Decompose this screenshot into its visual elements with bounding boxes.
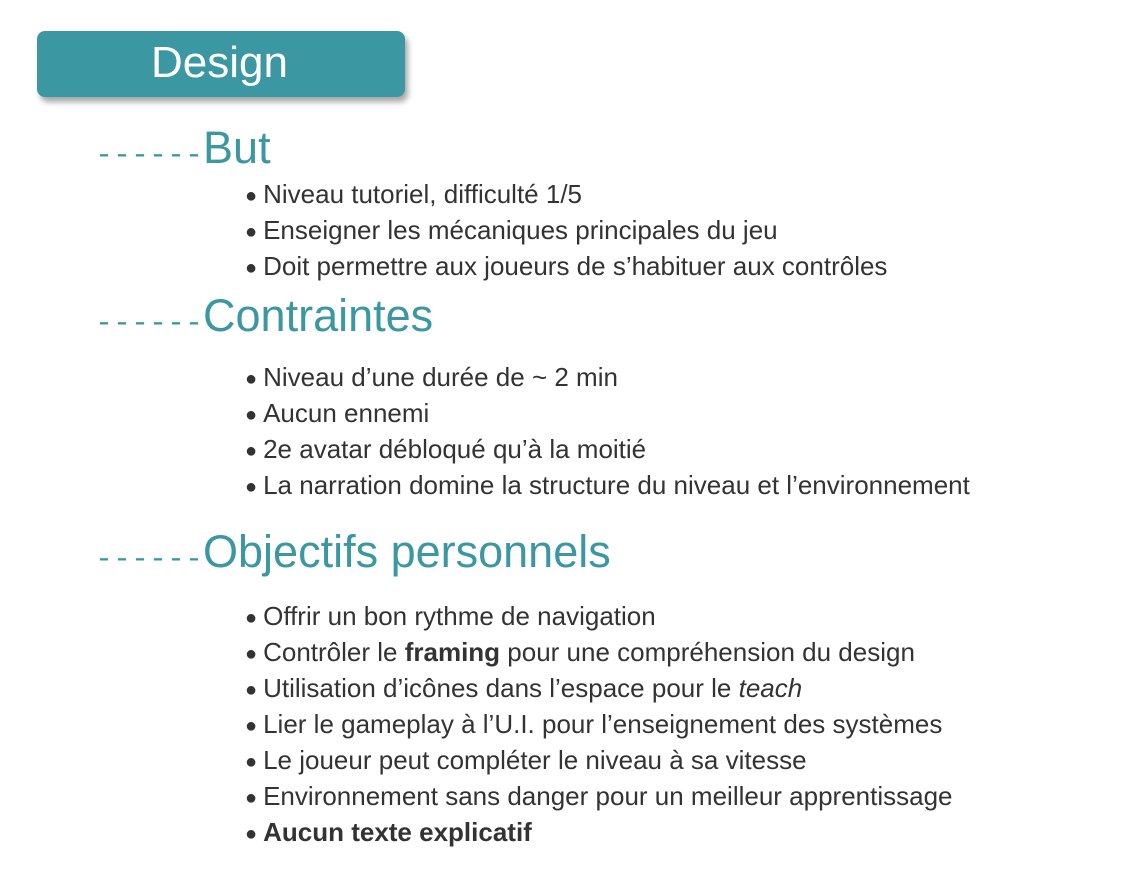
bullet-icon: ● <box>245 368 258 390</box>
section-heading-objectifs <box>95 526 611 578</box>
heading-text: But <box>203 122 271 173</box>
list-item: ● Environnement sans danger pour un meilleur apprentissage <box>245 781 953 811</box>
list-item: ● Aucun texte explicatif <box>245 817 532 847</box>
list-item: ● Utilisation d’icônes dans l’espace pour le teach <box>245 673 803 703</box>
bullet-icon: ● <box>245 715 258 737</box>
list-item: ● Niveau tutoriel, difficulté 1/5 <box>245 179 583 209</box>
list-item: ● Doit permettre aux joueurs de s’habituer aux contrôles <box>245 251 888 281</box>
section-heading-but <box>95 122 271 174</box>
emphasis-italic: teach <box>738 673 803 703</box>
bullet-icon: ● <box>245 787 258 809</box>
list-contraintes <box>245 359 970 503</box>
bullet-icon: ● <box>245 823 258 845</box>
bullet-icon: ● <box>245 476 258 498</box>
bullet-icon: ● <box>245 679 258 701</box>
bullet-icon: ● <box>245 607 258 629</box>
section-heading-contraintes <box>95 290 433 342</box>
bullet-icon: ● <box>245 257 258 279</box>
list-but <box>245 176 887 284</box>
bullet-icon: ● <box>245 643 258 665</box>
list-item: ● Aucun ennemi <box>245 398 430 428</box>
bullet-icon: ● <box>245 221 258 243</box>
bullet-icon: ● <box>245 440 258 462</box>
bullet-icon: ● <box>245 404 258 426</box>
list-item: ● Enseigner les mécaniques principales du jeu <box>245 215 778 245</box>
bullet-icon: ● <box>245 185 258 207</box>
bullet-icon: ● <box>245 751 258 773</box>
heading-text: Objectifs personnels <box>203 526 611 577</box>
list-item: ● Offrir un bon rythme de navigation <box>245 601 656 631</box>
list-item: ● La narration domine la structure du niveau et l’environnement <box>245 470 970 500</box>
list-item: ● Contrôler le framing pour une compréhension du design <box>245 637 915 667</box>
list-item: ● Le joueur peut compléter le niveau à sa vitesse <box>245 745 807 775</box>
page-title: Design <box>151 38 288 87</box>
list-objectifs <box>245 598 953 850</box>
heading-dashes: ------ <box>95 307 204 341</box>
title-badge <box>37 31 405 97</box>
heading-text: Contraintes <box>203 290 434 341</box>
list-item: ● Niveau d’une durée de ~ 2 min <box>245 362 618 392</box>
heading-dashes: ------ <box>95 543 204 577</box>
list-item: ● Lier le gameplay à l’U.I. pour l’enseignement des systèmes <box>245 709 943 739</box>
emphasis-bold: framing <box>404 637 501 667</box>
list-item: ● 2e avatar débloqué qu’à la moitié <box>245 434 647 464</box>
heading-dashes: ------ <box>95 139 204 173</box>
